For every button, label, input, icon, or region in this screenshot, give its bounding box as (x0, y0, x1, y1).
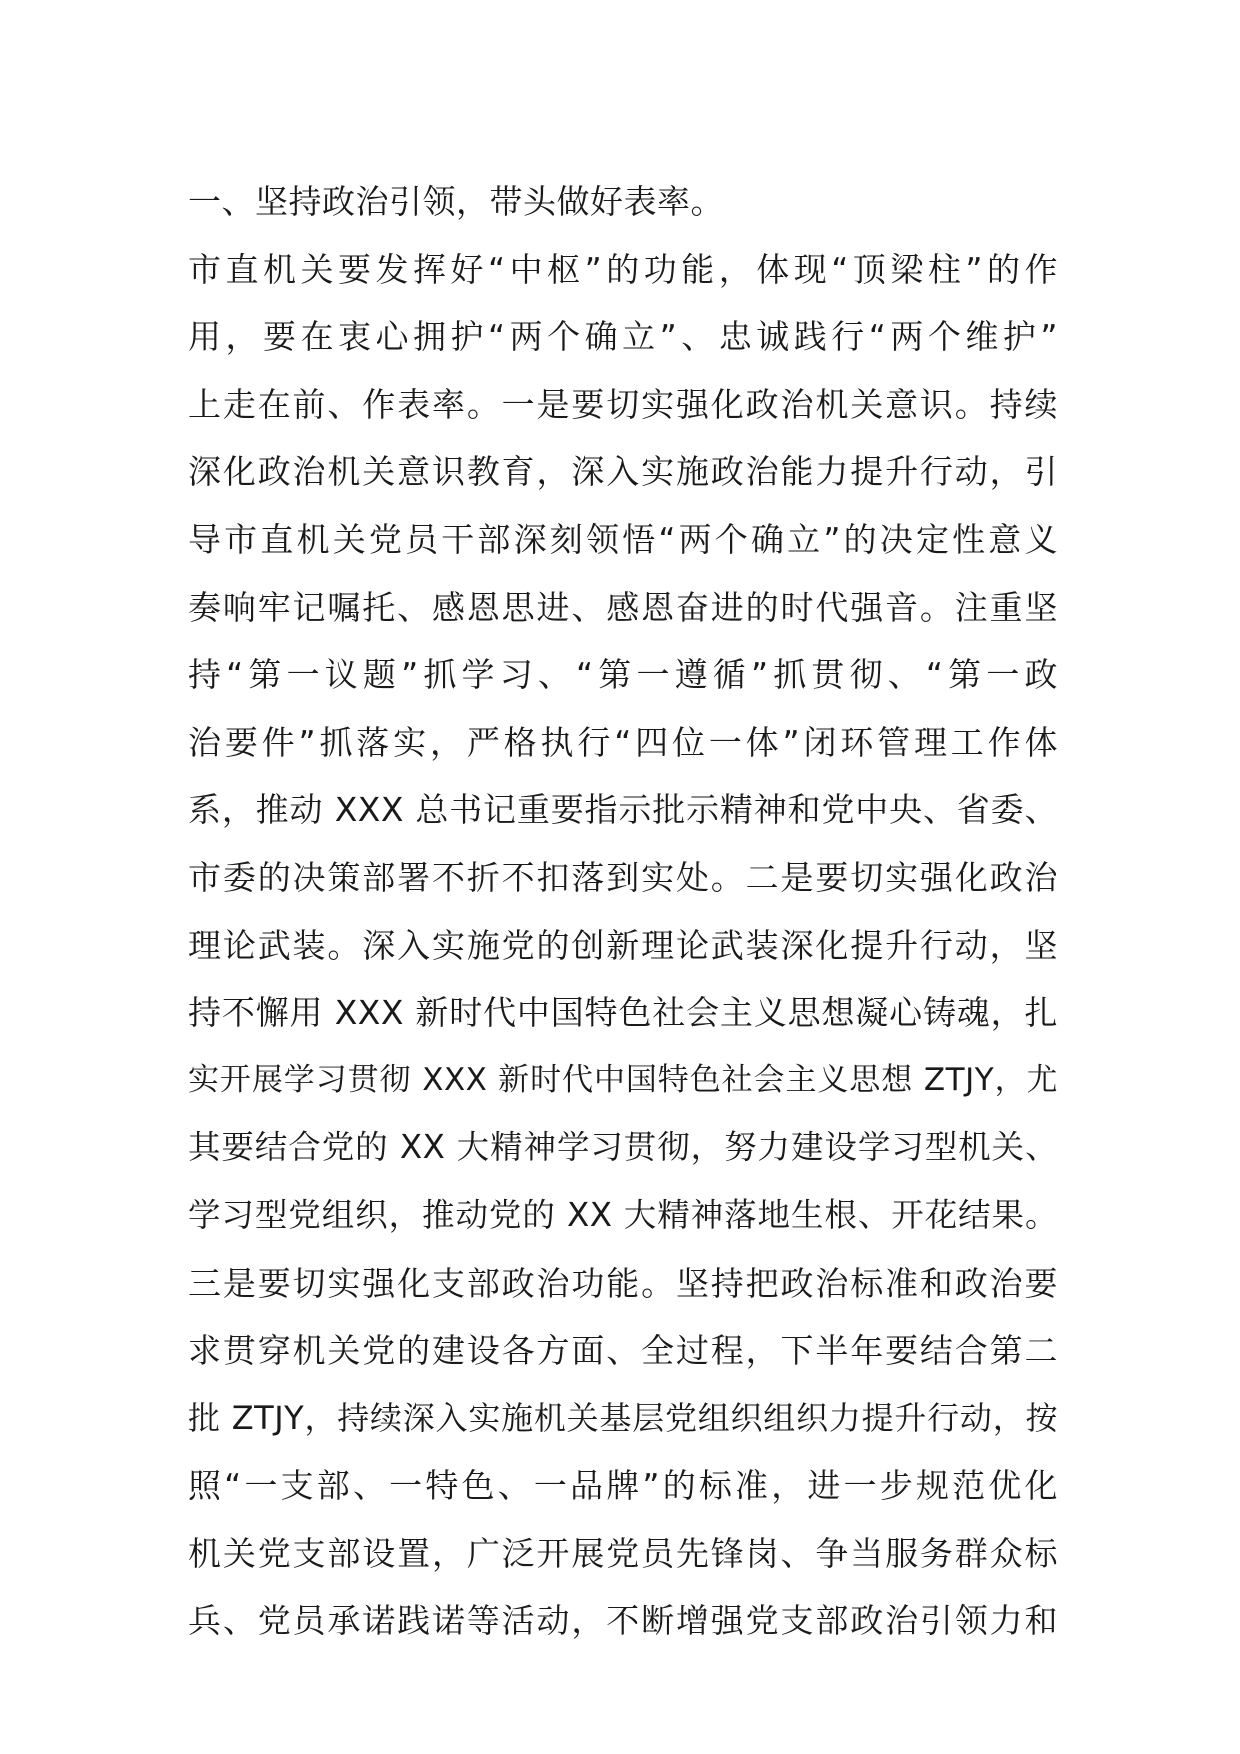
paragraph-line: 系，推动 XXX 总书记重要指示批示精神和党中央、省委、 (188, 790, 1058, 830)
paragraph-line: 批 ZTJY，持续深入实施机关基层党组织组织力提升行动，按 (188, 1398, 1058, 1437)
paragraph-line: 奏响牢记嘱托、感恩思进、感恩奋进的时代强音。注重坚 (188, 587, 1058, 627)
paragraph-line: 市直机关要发挥好“中枢”的功能，体现“顶梁柱”的作 (188, 249, 1058, 289)
section-heading: 一、坚持政治引领，带头做好表率。 (188, 182, 724, 221)
document-body (188, 168, 1058, 1655)
paragraph-line: 实开展学习贯彻 XXX 新时代中国特色社会主义思想 ZTJY，尤 (188, 1061, 1058, 1098)
paragraph-line: 治要件”抓落实，严格执行“四位一体”闭环管理工作体 (188, 722, 1058, 762)
paragraph-line: 深化政治机关意识教育，深入实施政治能力提升行动，引 (188, 452, 1058, 492)
paragraph-line: 学习型党组织，推动党的 XX 大精神落地生根、开花结果。 (188, 1195, 1058, 1234)
paragraph-line: 持“第一议题”抓学习、“第一遵循”抓贯彻、“第一政 (188, 655, 1058, 695)
paragraph-line: 用，要在衷心拥护“两个确立”、忠诚践行“两个维护” (188, 317, 1058, 357)
paragraph-line: 兵、党员承诺践诺等活动，不断增强党支部政治引领力和 (188, 1601, 1058, 1641)
paragraph-line: 上走在前、作表率。一是要切实强化政治机关意识。持续 (188, 384, 1058, 424)
paragraph-line: 持不懈用 XXX 新时代中国特色社会主义思想凝心铸魂，扎 (188, 993, 1058, 1033)
paragraph-line: 理论武装。深入实施党的创新理论武装深化提升行动，坚 (188, 925, 1058, 965)
paragraph-line: 市委的决策部署不折不扣落到实处。二是要切实强化政治 (188, 857, 1058, 897)
paragraph-line: 机关党支部设置，广泛开展党员先锋岗、争当服务群众标 (188, 1533, 1058, 1573)
paragraph-line: 照“一支部、一特色、一品牌”的标准，进一步规范优化 (188, 1466, 1058, 1506)
paragraph-line: 导市直机关党员干部深刻领悟“两个确立”的决定性意义 (188, 519, 1058, 559)
paragraph-line: 求贯穿机关党的建设各方面、全过程，下半年要结合第二 (188, 1331, 1058, 1371)
paragraph-line: 三是要切实强化支部政治功能。坚持把政治标准和政治要 (188, 1263, 1058, 1303)
paragraph-line: 其要结合党的 XX 大精神学习贯彻，努力建设学习型机关、 (188, 1128, 1058, 1167)
